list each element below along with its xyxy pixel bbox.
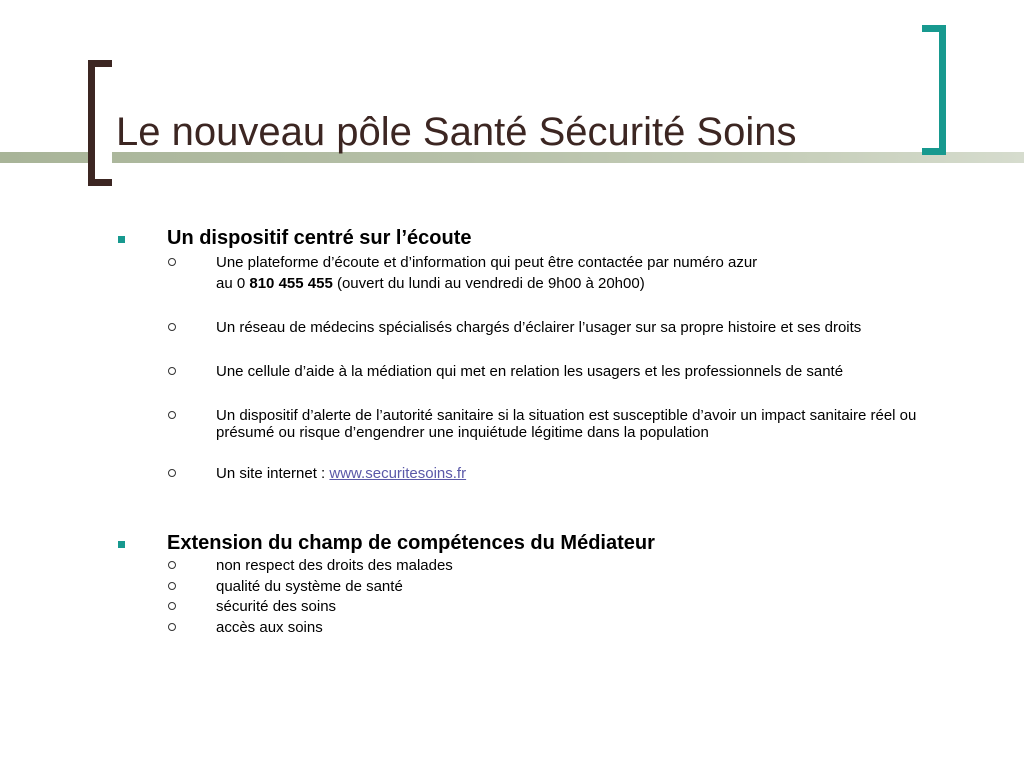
section-heading: Extension du champ de compétences du Médiateur bbox=[167, 532, 655, 554]
list-item: Un réseau de médecins spécialisés chargés d’éclairer l’usager sur sa propre histoire et ses droits bbox=[216, 319, 862, 336]
square-bullet-icon bbox=[118, 236, 125, 243]
circle-bullet-icon bbox=[168, 561, 176, 569]
circle-bullet-icon bbox=[168, 582, 176, 590]
left-bracket-decoration bbox=[88, 60, 112, 186]
slide-title: Le nouveau pôle Santé Sécurité Soins bbox=[116, 110, 797, 154]
list-item: Une plateforme d’écoute et d’information qui peut être contactée par numéro azur bbox=[216, 254, 758, 271]
list-item: Une cellule d’aide à la médiation qui met en relation les usagers et les professionnels de santé bbox=[216, 363, 844, 380]
circle-bullet-icon bbox=[168, 602, 176, 610]
phone-number: 810 455 455 bbox=[249, 275, 333, 292]
square-bullet-icon bbox=[118, 541, 125, 548]
list-item bbox=[216, 465, 466, 482]
list-item: sécurité des soins bbox=[216, 598, 337, 615]
circle-bullet-icon bbox=[168, 367, 176, 375]
section-heading: Un dispositif centré sur l’écoute bbox=[167, 227, 472, 249]
circle-bullet-icon bbox=[168, 469, 176, 477]
circle-bullet-icon bbox=[168, 258, 176, 266]
website-label: Un site internet : bbox=[216, 465, 330, 482]
right-bracket-decoration bbox=[922, 25, 946, 155]
list-item-continuation bbox=[216, 275, 645, 292]
phone-prefix: au 0 bbox=[216, 275, 250, 292]
circle-bullet-icon bbox=[168, 411, 176, 419]
list-item: Un dispositif d’alerte de l’autorité sanitaire si la situation est susceptible d’avoir un impact sanitaire réel ou présumé ou risque d’engendrer une inquiétude légitime dans la population bbox=[216, 407, 917, 441]
list-item: non respect des droits des malades bbox=[216, 557, 453, 574]
circle-bullet-icon bbox=[168, 623, 176, 631]
list-item: qualité du système de santé bbox=[216, 578, 403, 595]
circle-bullet-icon bbox=[168, 323, 176, 331]
website-link[interactable]: www.securitesoins.fr bbox=[329, 465, 467, 482]
list-item: accès aux soins bbox=[216, 619, 323, 636]
opening-hours: (ouvert du lundi au vendredi de 9h00 à 20h00) bbox=[332, 275, 645, 292]
